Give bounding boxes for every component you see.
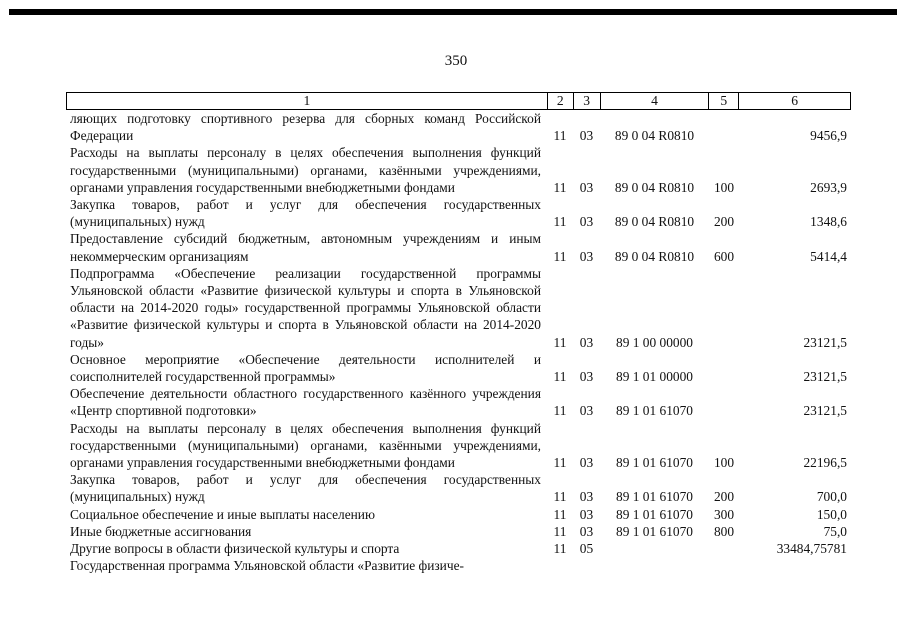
- table-row: [66, 230, 851, 264]
- row-description: Предоставление субсидий бюджетным, автономным учреждениям и иным некоммерческим организациям: [70, 231, 541, 264]
- row-section-code: 11: [553, 248, 567, 264]
- row-target-article: 89 1 01 61070: [616, 523, 693, 539]
- row-amount: 700,0: [816, 489, 847, 505]
- row-description: Другие вопросы в области физической культуры и спорта: [70, 541, 400, 557]
- row-section-code: 11: [553, 334, 567, 350]
- top-rule: [9, 9, 897, 15]
- row-target-article: 89 0 04 R0810: [614, 214, 695, 230]
- row-expense-type: [709, 540, 739, 557]
- row-subsection-code: 03: [579, 214, 594, 230]
- row-subsection-code: 03: [579, 403, 594, 419]
- row-subsection-code: 03: [579, 369, 594, 385]
- row-expense-type: 100: [713, 179, 735, 195]
- row-description: Закупка товаров, работ и услуг для обеспечения государственных (муниципальных) нужд: [70, 197, 541, 230]
- row-amount: 23121,5: [803, 403, 847, 419]
- row-expense-type: 600: [713, 248, 735, 264]
- table-row: [66, 471, 851, 505]
- row-description: Расходы на выплаты персоналу в целях обеспечения выполнения функций государственными (муниципальными) органами, казёнными учреждениями, органами управления государственными внебюджетными фондами: [70, 145, 541, 195]
- table-row: [66, 506, 851, 523]
- row-target-article: 89 1 00 00000: [616, 334, 693, 350]
- row-section-code: 11: [553, 179, 567, 195]
- row-description: ляющих подготовку спортивного резерва для сборных команд Российской Федерации: [70, 111, 541, 144]
- row-expense-type: 300: [713, 506, 735, 522]
- row-section-code: 11: [553, 128, 567, 144]
- row-subsection-code: 03: [579, 506, 594, 522]
- table-row: [66, 385, 851, 419]
- row-section-code: 11: [553, 541, 567, 557]
- row-description: Обеспечение деятельности областного государственного казённого учреждения «Центр спортивной подготовки»: [70, 386, 541, 419]
- row-expense-type: 800: [713, 523, 735, 539]
- header-cell-6: 6: [738, 93, 850, 109]
- table-row: [66, 523, 851, 540]
- row-expense-type: [709, 385, 739, 419]
- row-description: Подпрограмма «Обеспечение реализации государственной программы Ульяновской области «Развитие физической культуры и спорта в Ульяновской области на 2014-2020 годы» государственной программы Ульяновской области «Развитие физической культуры и спорта в Ульяновской области на 2014-2020 годы»: [70, 265, 541, 350]
- row-expense-type: 100: [713, 455, 735, 471]
- row-target-article: [600, 540, 709, 557]
- row-amount: 2693,9: [810, 179, 847, 195]
- row-target-article: 89 0 04 R0810: [614, 128, 695, 144]
- row-description: Иные бюджетные ассигнования: [70, 523, 252, 539]
- table-row: [66, 110, 851, 144]
- row-description: Основное мероприятие «Обеспечение деятельности исполнителей и соисполнителей государственной программы»: [70, 351, 541, 385]
- header-cell-3: 3: [573, 93, 600, 109]
- row-subsection-code: 03: [579, 523, 594, 539]
- row-target-article: 89 1 01 61070: [616, 403, 693, 419]
- row-description: Расходы на выплаты персоналу в целях обеспечения выполнения функций государственными (муниципальными) органами, казёнными учреждениями, органами управления государственными внебюджетными фондами: [70, 420, 541, 471]
- row-subsection-code: 03: [579, 179, 594, 195]
- row-expense-type: 200: [713, 214, 735, 230]
- row-expense-type: [709, 557, 739, 574]
- table-row: [66, 351, 851, 385]
- header-cell-4: 4: [600, 93, 709, 109]
- table-row: [66, 144, 851, 196]
- row-amount: 33484,75781: [776, 541, 847, 557]
- header-cell-1: 1: [303, 93, 311, 108]
- row-section-code: 11: [553, 506, 567, 522]
- table-header-row: [66, 92, 851, 110]
- row-target-article: 89 1 01 61070: [616, 455, 693, 471]
- row-subsection-code: 03: [579, 455, 594, 471]
- row-target-article: 89 0 04 R0810: [614, 179, 695, 195]
- row-section-code: 11: [553, 489, 567, 505]
- header-cell-5: 5: [708, 93, 738, 109]
- table-row: [66, 420, 851, 472]
- row-subsection-code: 05: [579, 541, 594, 557]
- table-body: [66, 110, 851, 574]
- row-amount: 5414,4: [810, 248, 847, 264]
- row-section-code: [547, 557, 573, 574]
- row-amount: 23121,5: [803, 369, 847, 385]
- row-amount: 23121,5: [803, 334, 847, 350]
- page-number: 350: [444, 53, 468, 69]
- row-subsection-code: [573, 557, 600, 574]
- row-section-code: 11: [553, 369, 567, 385]
- table-row: [66, 540, 851, 557]
- row-amount: 22196,5: [803, 455, 847, 471]
- row-subsection-code: 03: [579, 248, 594, 264]
- row-amount: 1348,6: [810, 214, 847, 230]
- row-section-code: 11: [553, 455, 567, 471]
- row-section-code: 11: [553, 214, 567, 230]
- row-target-article: 89 1 01 61070: [616, 489, 693, 505]
- budget-table: [66, 92, 851, 574]
- row-description: Социальное обеспечение и иные выплаты населению: [70, 506, 375, 522]
- table-row: [66, 196, 851, 230]
- row-amount: 9456,9: [810, 128, 847, 144]
- row-amount: 150,0: [816, 506, 847, 522]
- row-amount: 75,0: [823, 523, 847, 539]
- row-section-code: 11: [553, 523, 567, 539]
- row-expense-type: [709, 265, 739, 351]
- row-expense-type: [709, 351, 739, 385]
- row-target-article: 89 0 04 R0810: [614, 248, 695, 264]
- header-cell-2: 2: [547, 93, 573, 109]
- row-target-article: 89 1 01 00000: [616, 369, 693, 385]
- row-target-article: [600, 557, 709, 574]
- table-row: [66, 557, 851, 574]
- row-description: Государственная программа Ульяновской области «Развитие физиче-: [70, 558, 464, 574]
- row-expense-type: 200: [713, 489, 735, 505]
- row-amount: [739, 557, 851, 574]
- row-section-code: 11: [553, 403, 567, 419]
- row-target-article: 89 1 01 61070: [616, 506, 693, 522]
- row-subsection-code: 03: [579, 489, 594, 505]
- row-subsection-code: 03: [579, 128, 594, 144]
- row-description: Закупка товаров, работ и услуг для обеспечения государственных (муниципальных) нужд: [70, 472, 541, 505]
- row-expense-type: [709, 110, 739, 144]
- table-row: [66, 265, 851, 351]
- row-subsection-code: 03: [579, 334, 594, 350]
